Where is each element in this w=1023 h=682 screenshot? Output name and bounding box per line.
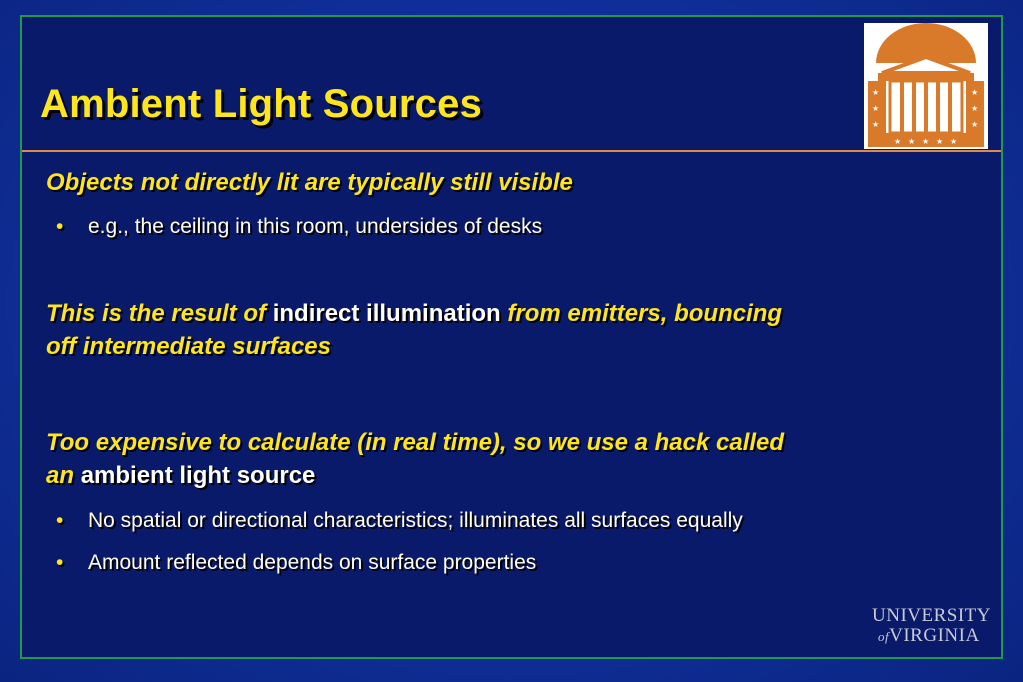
wordmark-line1: UNIVERSITY: [872, 605, 991, 626]
section3-text-line1: Too expensive to calculate (in real time), so we use a hack called: [46, 429, 785, 456]
svg-text:★: ★: [872, 104, 880, 113]
section3-text-prefix: an: [46, 462, 81, 489]
svg-text:★: ★: [872, 120, 880, 129]
section2-paragraph: [46, 297, 996, 363]
section3-emphasis: ambient light source: [80, 462, 316, 489]
svg-text:★: ★: [971, 104, 979, 113]
list-item: [56, 550, 536, 576]
svg-text:★: ★: [872, 88, 880, 97]
bullet-icon: •: [56, 551, 64, 574]
svg-text:★: ★: [971, 120, 979, 129]
list-item: [56, 508, 743, 534]
wordmark-line2: [872, 626, 991, 647]
slide-title: Ambient Light Sources: [40, 82, 483, 126]
section2-text-before: This is the result of: [46, 300, 273, 327]
section2-emphasis: indirect illumination: [272, 300, 501, 327]
wordmark-of: of: [878, 629, 890, 644]
bullet-text: e.g., the ceiling in this room, undersides of desks: [88, 215, 543, 238]
university-wordmark: [872, 606, 991, 647]
bullet-icon: •: [56, 215, 64, 238]
bullet-icon: •: [56, 509, 64, 532]
svg-text:★: ★: [971, 88, 979, 97]
svg-text:★: ★: [894, 137, 902, 146]
svg-text:★: ★: [922, 137, 930, 146]
svg-text:★: ★: [936, 137, 944, 146]
bullet-text: No spatial or directional characteristics; illuminates all surfaces equally: [88, 509, 743, 532]
section3-paragraph: [46, 426, 996, 492]
svg-text:★: ★: [908, 137, 916, 146]
section2-text-after: from emitters, bouncing: [500, 300, 783, 327]
list-item: [56, 214, 542, 240]
svg-text:★: ★: [950, 137, 958, 146]
section1-heading: Objects not directly lit are typically still visible: [46, 169, 573, 196]
section2-text-line2: off intermediate surfaces: [46, 333, 331, 360]
wordmark-virginia: VIRGINIA: [889, 625, 980, 646]
bullet-text: Amount reflected depends on surface properties: [88, 551, 537, 574]
